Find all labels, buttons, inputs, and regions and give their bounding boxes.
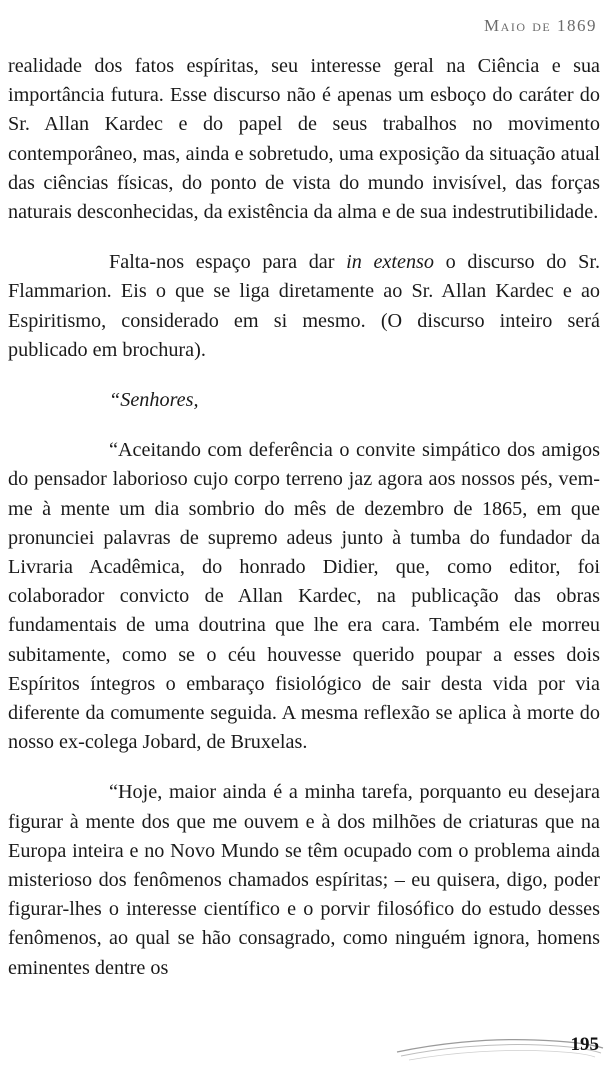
page-number: 195 [570,1034,599,1055]
paragraph-3: “Aceitando com deferência o convite simpático dos amigos do pensador laborioso cujo corpo terreno jaz agora aos nossos pés, vem-me à mente um dia sombrio do mês de dezembro de 1865, em que pronunciei palavras de supremo adeus junto à tumba do fundador da Livraria Acadêmica, do honrado Didier, que, como editor, foi colaborador convicto de Allan Kardec, na publicação das obras fundamentais de uma doutrina que lhe era cara. Também ele morreu subitamente, como se o céu houvesse querido poupar a esses dois Espíritos íntegros o embaraço fisiológico de sair desta vida por via diferente da comumente seguida. A mesma reflexão se aplica à morte do nosso ex-colega Jobard, de Bruxelas. [8,439,600,754]
paragraph-1: realidade dos fatos espíritas, seu interesse geral na Ciência e sua importância futura. Esse discurso não é apenas um esboço do caráter do Sr. Allan Kardec e do papel de seus trabalhos no movimento contemporâneo, mas, ainda e sobretudo, uma exposição da situação atual das ciências físicas, do ponto de vista do mundo invisível, das forças naturais desconhecidas, da existência da alma e de sua indestrutibilidade. [8,55,600,224]
paragraph-2-text-b: o discurso do Sr. Flammarion. Eis o que se liga diretamente ao Sr. Allan Kardec e ao Espiritismo, considerado em si mesmo. (O discurso inteiro será publicado em brochura). [8,251,600,361]
paragraph-2-emphasis: in extenso [346,251,434,274]
paragraph-4: “Hoje, maior ainda é a minha tarefa, porquanto eu desejara figurar à mente dos que me ouvem e à dos milhões de criaturas que na Europa inteira e no Novo Mundo se têm ocupado com o problema ainda misterioso dos fenômenos chamados espíritas; – eu quisera, digo, poder figurar-lhes o interesse científico e o porvir filosófico do estudo desses fenômenos, ao qual se hão consagrado, como ninguém ignora, homens eminentes dentre os [8,781,600,979]
page-body [8,52,600,983]
paragraph-2-text-a: Falta-nos espaço para dar [109,251,347,274]
paragraph-2 [8,248,600,365]
running-header: Maio de 1869 [484,16,597,35]
salutation: “Senhores, [109,389,199,412]
